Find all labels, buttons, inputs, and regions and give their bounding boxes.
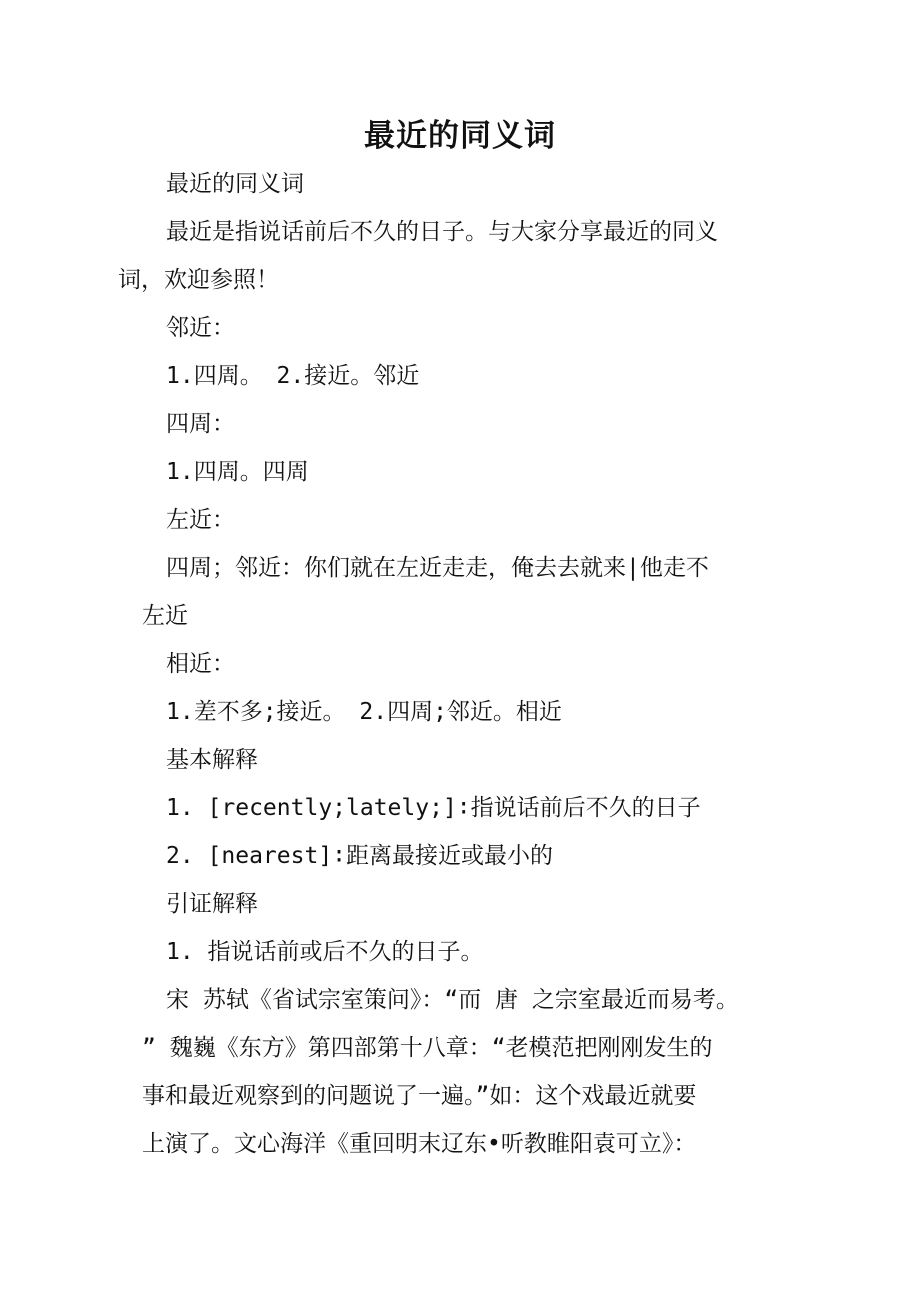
section-heading-basic: 基本解释 [166, 747, 258, 773]
synonym-heading-zuojin: 左近： [166, 507, 235, 533]
synonym-heading-sizhou: 四周： [166, 411, 235, 437]
basic-definition-1: 1. [recently;lately;]∶指说话前后不久的日子 [166, 795, 701, 821]
synonym-heading-xiangjin: 相近： [166, 651, 235, 677]
synonym-definition-linjin: 1.四周。 2.接近。邻近 [166, 363, 420, 389]
paragraph-intro [118, 208, 792, 304]
synonym-definition-xiangjin: 1.差不多;接近。 2.四周;邻近。相近 [166, 699, 562, 725]
synonym-heading-linjin: 邻近： [166, 315, 235, 341]
citation-quote [142, 976, 802, 1168]
paragraph-line: ” 魏巍《东方》第四部第十八章：“老模范把刚刚发生的 [142, 1035, 713, 1061]
document-title: 最近的同义词 [364, 118, 556, 154]
paragraph-heading: 最近的同义词 [166, 171, 304, 197]
section-heading-citation: 引证解释 [166, 891, 258, 917]
paragraph-line: 上演了。文心海洋《重回明末辽东•听教睢阳袁可立》： [142, 1131, 697, 1157]
paragraph-line: 宋 苏轼《省试宗室策问》：“而 唐 之宗室最近而易考。 [166, 987, 739, 1013]
synonym-definition-sizhou: 1.四周。四周 [166, 459, 309, 485]
document-body [118, 160, 792, 1168]
paragraph-line: 左近 [142, 603, 188, 629]
paragraph-line: 事和最近观察到的问题说了一遍。”如：这个戏最近就要 [142, 1083, 697, 1109]
paragraph-line: 最近是指说话前后不久的日子。与大家分享最近的同义 [166, 219, 718, 245]
paragraph-line: 四周；邻近：你们就在左近走走，俺去去就来|他走不 [166, 555, 709, 581]
basic-definition-2: 2. [nearest]∶距离最接近或最小的 [166, 843, 554, 869]
paragraph-line: 词，欢迎参照！ [118, 267, 279, 293]
synonym-definition-zuojin [142, 544, 792, 640]
citation-definition-1: 1. 指说话前或后不久的日子。 [166, 939, 484, 965]
